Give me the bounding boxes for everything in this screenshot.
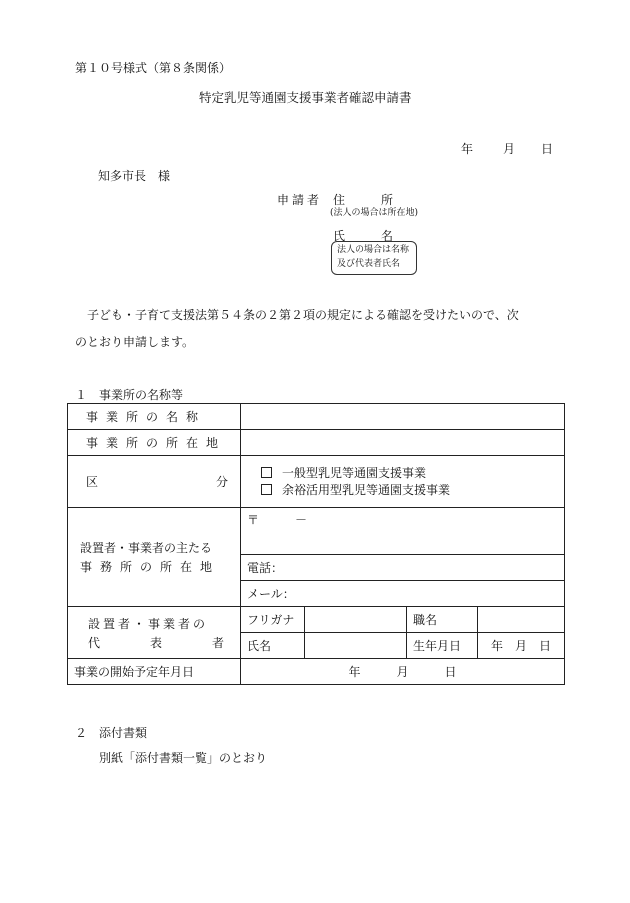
birthdate-field[interactable]: 年 月 日 bbox=[478, 633, 565, 659]
representative-name-label: 氏名 bbox=[241, 633, 305, 659]
birthdate-label: 生年月日 bbox=[407, 633, 478, 659]
date-month: 月 bbox=[503, 142, 516, 156]
start-date-label: 事業の開始予定年月日 bbox=[68, 659, 241, 685]
name-note-line2: 及び代表者氏名 bbox=[337, 259, 401, 269]
facility-name-field[interactable] bbox=[241, 404, 565, 430]
phone-field[interactable]: 電話： bbox=[241, 555, 565, 581]
start-date-field[interactable]: 年 月 日 bbox=[241, 659, 565, 685]
name-label: 氏 名 bbox=[333, 229, 394, 243]
body-text-line1: 子ども・子育て支援法第５４条の２第２項の規定による確認を受けたいので、次 bbox=[87, 308, 519, 322]
office-label-line1: 設置者・事業者の主たる bbox=[80, 541, 213, 555]
applicant-label: 申請者 bbox=[277, 193, 323, 207]
attachment-note: 別紙「添付書類一覧」のとおり bbox=[99, 751, 268, 765]
checkbox-icon[interactable] bbox=[261, 484, 272, 495]
representative-label-line1: 設置者・事業者の bbox=[88, 616, 209, 631]
name-note-line1: 法人の場合は名称 bbox=[337, 245, 410, 255]
business-info-table bbox=[67, 403, 565, 685]
representative-label-dai: 代 bbox=[88, 635, 101, 650]
job-title-label: 職名 bbox=[407, 607, 478, 633]
address-label: 住 所 bbox=[333, 193, 394, 207]
furigana-label: フリガナ bbox=[241, 607, 305, 633]
category-label-right: 分 bbox=[215, 475, 228, 489]
form-number: 第１０号様式（第８条関係） bbox=[75, 61, 232, 75]
facility-name-label: 事業所の名称 bbox=[86, 410, 207, 424]
addressee: 知多市長 様 bbox=[98, 169, 171, 183]
category-option-general[interactable]: 一般型乳児等通園支援事業 bbox=[261, 465, 558, 482]
checkbox-icon[interactable] bbox=[261, 467, 272, 478]
representative-label-hyou: 表 bbox=[149, 635, 162, 650]
body-text-line2: のとおり申請します。 bbox=[75, 335, 195, 349]
date-year: 年 bbox=[461, 142, 474, 156]
address-note: (法人の場合は所在地) bbox=[330, 208, 419, 218]
representative-name-field[interactable] bbox=[305, 633, 407, 659]
facility-address-label: 事業所の所在地 bbox=[86, 436, 227, 450]
representative-label-sha: 者 bbox=[211, 635, 224, 650]
furigana-field[interactable] bbox=[305, 607, 407, 633]
category-option-surplus[interactable]: 余裕活用型乳児等通園支援事業 bbox=[261, 482, 558, 499]
facility-address-field[interactable] bbox=[241, 430, 565, 456]
section1-heading: １ 事業所の名称等 bbox=[75, 388, 184, 402]
job-title-field[interactable] bbox=[478, 607, 565, 633]
postal-field[interactable]: 〒 － bbox=[241, 508, 565, 555]
document-title: 特定乳児等通園支援事業者確認申請書 bbox=[199, 90, 412, 105]
section2-heading: ２ 添付書類 bbox=[75, 726, 148, 740]
date-day: 日 bbox=[541, 142, 554, 156]
category-label-left: 区 bbox=[86, 475, 99, 489]
email-field[interactable]: メール： bbox=[241, 581, 565, 607]
office-label-line2: 事務所の所在地 bbox=[80, 560, 221, 574]
